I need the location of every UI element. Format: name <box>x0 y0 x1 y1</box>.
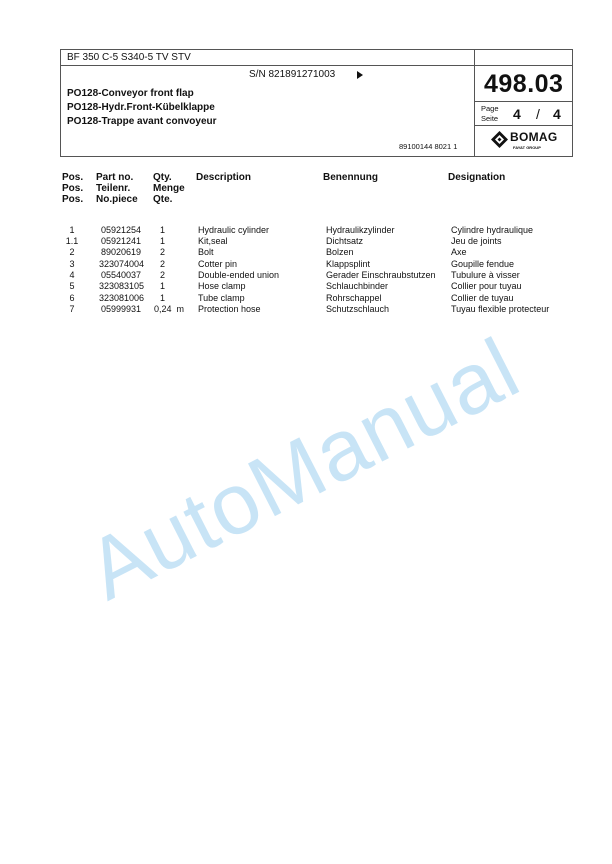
play-arrow-icon <box>357 71 363 79</box>
row-benennung: Gerader Einschraubstutzen <box>326 270 436 280</box>
serial-number: S/N 821891271003 <box>249 69 336 80</box>
row-part-number: 323081006 <box>99 293 145 303</box>
row-designation: Tuyau flexible protecteur <box>451 304 550 314</box>
row-part-number: 323074004 <box>99 259 145 269</box>
row-pos: 1 <box>69 225 75 235</box>
row-pos: 2 <box>69 247 75 257</box>
column-header-pos: Pos. Pos. Pos. <box>62 172 84 205</box>
title-block <box>60 49 573 157</box>
row-description: Kit,seal <box>198 236 228 246</box>
column-header-description: Description <box>196 172 252 183</box>
divider <box>474 125 572 126</box>
row-designation: Goupille fendue <box>451 259 515 269</box>
row-part-number: 05921254 <box>101 225 142 235</box>
divider <box>61 65 572 66</box>
row-designation: Axe <box>451 247 467 257</box>
row-description: Bolt <box>198 247 214 257</box>
column-header-benennung: Benennung <box>323 172 378 183</box>
row-description: Cotter pin <box>198 259 238 269</box>
row-qty: 1 <box>160 281 166 291</box>
watermark: AutoManual <box>72 319 534 619</box>
page-total: 4 <box>553 106 561 122</box>
row-part-number: 05921241 <box>101 236 142 246</box>
row-benennung: Dichtsatz <box>326 236 364 246</box>
column-header-designation: Designation <box>448 172 506 183</box>
logo-subtext: FAYAT GROUP <box>513 145 541 150</box>
row-benennung: Schutzschlauch <box>326 304 390 314</box>
logo-text: BOMAG <box>510 130 558 144</box>
page-current: 4 <box>513 106 521 122</box>
row-description: Double-ended union <box>198 270 280 280</box>
row-qty: 0,24 m <box>154 304 185 314</box>
row-benennung: Rohrschappel <box>326 293 382 303</box>
row-qty: 1 <box>160 225 166 235</box>
row-benennung: Schlauchbinder <box>326 281 389 291</box>
row-qty: 1 <box>160 293 166 303</box>
row-designation: Collier de tuyau <box>451 293 514 303</box>
machine-model: BF 350 C-5 S340-5 TV STV <box>67 52 191 63</box>
row-pos: 1.1 <box>65 236 79 246</box>
row-benennung: Bolzen <box>326 247 354 257</box>
row-pos: 6 <box>69 293 75 303</box>
row-qty: 1 <box>160 236 166 246</box>
row-designation: Jeu de joints <box>451 236 502 246</box>
page-code: 498.03 <box>484 70 564 98</box>
row-description: Tube clamp <box>198 293 245 303</box>
column-header-qty: Qty. Menge Qte. <box>153 172 185 205</box>
row-qty: 2 <box>160 259 166 269</box>
row-pos: 5 <box>69 281 75 291</box>
row-designation: Cylindre hydraulique <box>451 225 534 235</box>
row-pos: 3 <box>69 259 75 269</box>
column-header-part: Part no. Teilenr. No.piece <box>96 172 138 205</box>
title-de: PO128-Hydr.Front-Kübelklappe <box>67 102 215 113</box>
row-designation: Collier pour tuyau <box>451 281 522 291</box>
bomag-diamond-icon <box>491 131 508 148</box>
title-fr: PO128-Trappe avant convoyeur <box>67 116 217 127</box>
row-description: Hose clamp <box>198 281 246 291</box>
row-part-number: 323083105 <box>99 281 145 291</box>
row-benennung: Klappsplint <box>326 259 371 269</box>
page-separator: / <box>536 106 540 122</box>
row-part-number: 05999931 <box>101 304 142 314</box>
title-en: PO128-Conveyor front flap <box>67 88 194 99</box>
page-label-en: Page <box>481 104 499 113</box>
row-designation: Tubulure à visser <box>451 270 520 280</box>
row-qty: 2 <box>160 270 166 280</box>
page-label-de: Seite <box>481 114 499 123</box>
row-part-number: 05540037 <box>101 270 142 280</box>
row-pos: 4 <box>69 270 75 280</box>
document-number: 89100144 8021 1 <box>399 142 458 151</box>
bomag-logo <box>491 129 566 153</box>
row-description: Protection hose <box>198 304 261 314</box>
row-qty: 2 <box>160 247 166 257</box>
row-part-number: 89020619 <box>101 247 142 257</box>
row-benennung: Hydraulikzylinder <box>326 225 395 235</box>
divider <box>474 101 572 102</box>
row-pos: 7 <box>69 304 75 314</box>
row-description: Hydraulic cylinder <box>198 225 270 235</box>
